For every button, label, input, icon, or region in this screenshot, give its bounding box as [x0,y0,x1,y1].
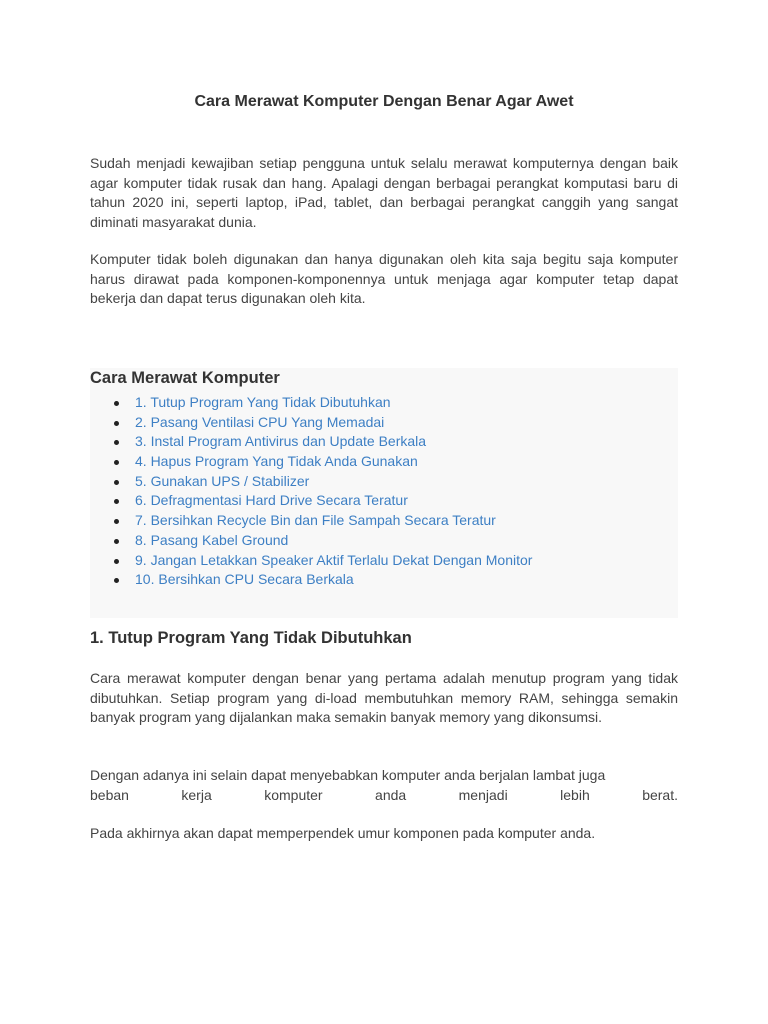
bullet-icon [114,559,119,564]
bullet-icon [114,499,119,504]
toc-link[interactable]: 8. Pasang Kabel Ground [135,531,289,548]
toc-item [90,491,532,511]
intro-paragraph: Sudah menjadi kewajiban setiap pengguna untuk selalu merawat komputernya dengan baik agar komputer tidak rusak dan hang. Apalagi dengan berbagai perangkat komputasi baru di tahun 2020 ini, seperti laptop, iPad, tablet, dan berbagai perangkat canggih yang sangat diminati masyarakat dunia. [90,155,678,230]
bullet-icon [114,480,119,485]
toc-link[interactable]: 6. Defragmentasi Hard Drive Secara Teratur [135,492,408,509]
section-paragraph [90,766,678,805]
toc-heading: Cara Merawat Komputer [90,369,280,387]
section-paragraph: Cara merawat komputer dengan benar yang pertama adalah menutup program yang tidak dibutuhkan. Setiap program yang di-load membutuhkan memory RAM, sehingga semakin banyak program yang dijalankan maka semakin banyak memory yang dikonsumsi. [90,670,678,725]
paragraph-line: beban kerja komputer anda menjadi lebih berat. [90,786,678,803]
toc-item [90,393,532,413]
toc-list [90,393,532,590]
toc-item [90,531,532,551]
intro-paragraph: Komputer tidak boleh digunakan dan hanya digunakan oleh kita saja begitu saja komputer harus dirawat pada komponen-komponennya untuk menjaga agar komputer tetap dapat bekerja dan dapat terus digunakan oleh kita. [90,251,678,306]
section-heading: 1. Tutup Program Yang Tidak Dibutuhkan [90,629,412,647]
bullet-icon [114,578,119,583]
toc-link[interactable]: 9. Jangan Letakkan Speaker Aktif Terlalu Dekat Dengan Monitor [135,551,533,568]
toc-item [90,472,532,492]
toc-link[interactable]: 10. Bersihkan CPU Secara Berkala [135,571,354,588]
paragraph-line: Dengan adanya ini selain dapat menyebabkan komputer anda berjalan lambat juga [90,767,606,783]
toc-link[interactable]: 2. Pasang Ventilasi CPU Yang Memadai [135,413,385,430]
bullet-icon [114,421,119,426]
bullet-icon [114,519,119,524]
toc-item [90,452,532,472]
toc-item [90,432,532,452]
toc-link[interactable]: 5. Gunakan UPS / Stabilizer [135,472,310,489]
bullet-icon [114,460,119,465]
toc-link[interactable]: 3. Instal Program Antivirus dan Update Berkala [135,433,427,450]
toc-item [90,413,532,433]
document-title: Cara Merawat Komputer Dengan Benar Agar Awet [194,93,574,110]
toc-item [90,551,532,571]
toc-item [90,570,532,590]
toc-link[interactable]: 1. Tutup Program Yang Tidak Dibutuhkan [135,394,391,410]
toc-link[interactable]: 4. Hapus Program Yang Tidak Anda Gunakan [135,453,418,470]
bullet-icon [114,401,119,406]
section-paragraph: Pada akhirnya akan dapat memperpendek umur komponen pada komputer anda. [90,825,596,841]
toc-link[interactable]: 7. Bersihkan Recycle Bin dan File Sampah Secara Teratur [135,512,496,529]
bullet-icon [114,440,119,445]
toc-item [90,511,532,531]
bullet-icon [114,539,119,544]
